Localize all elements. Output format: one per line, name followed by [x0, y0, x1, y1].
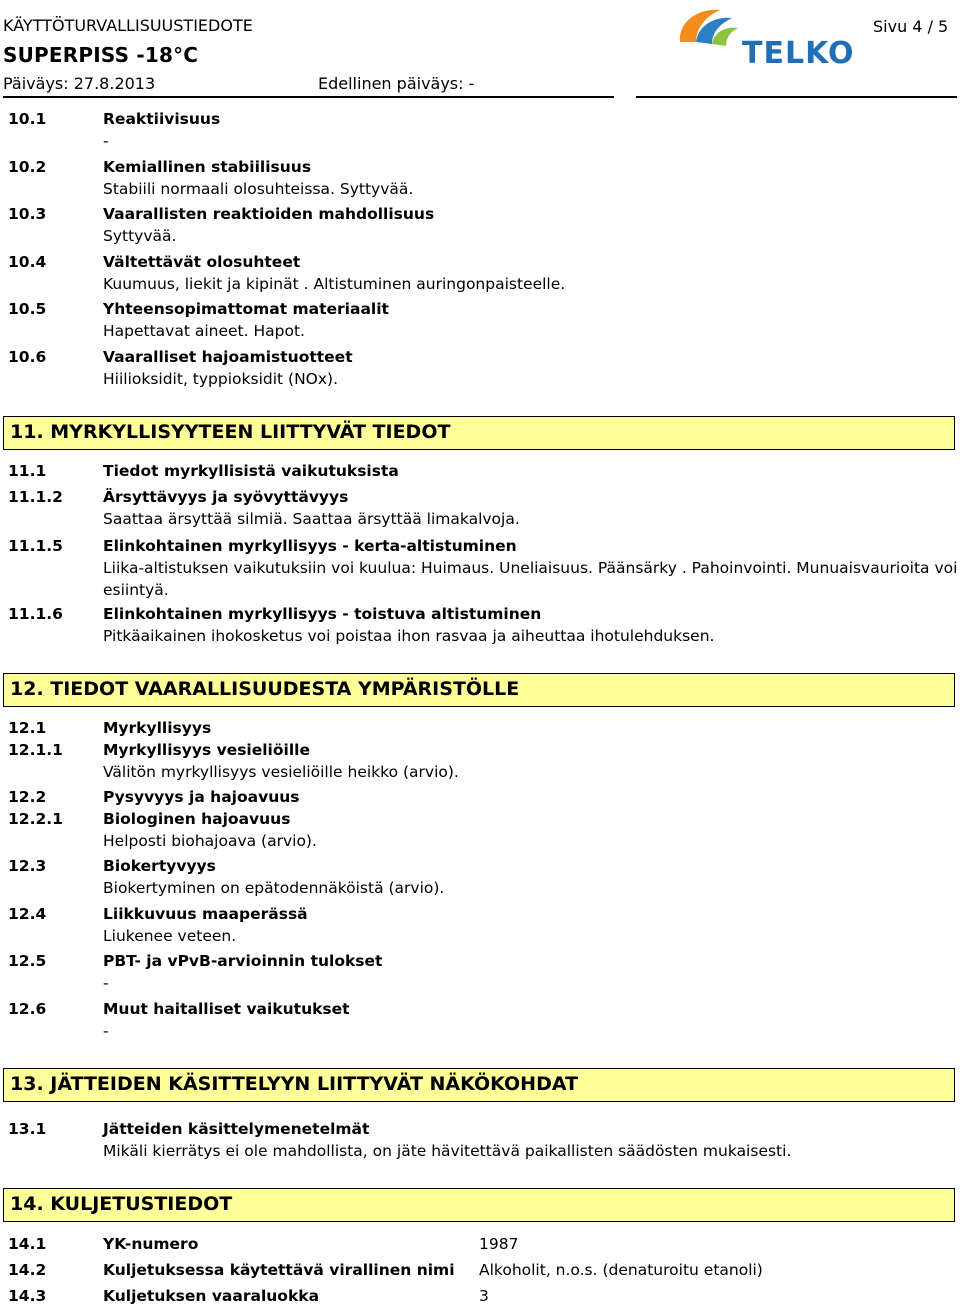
subsection-number: 10.4 [8, 253, 47, 271]
subsection-heading: Kemiallinen stabiilisuus [103, 158, 312, 176]
telko-logo [676, 4, 855, 71]
subsection-heading: Pysyvyys ja hajoavuus [103, 788, 300, 806]
header-divider-left [3, 96, 614, 98]
subsection-number: 12.1.1 [8, 741, 63, 759]
subsection-number: 10.3 [8, 205, 47, 223]
subsection-heading: Yhteensopimattomat materiaalit [103, 300, 389, 318]
subsection-value: 3 [479, 1287, 489, 1305]
subsection-text: Liika-altistuksen vaikutuksiin voi kuulua: Huimaus. Uneliaisuus. Päänsärky . Pahoinvointi. Munuaisvaurioita voi [103, 559, 958, 577]
subsection-text: Stabiili normaali olosuhteissa. Syttyvää. [103, 180, 414, 198]
subsection-number: 12.3 [8, 857, 47, 875]
subsection-number: 12.6 [8, 1000, 47, 1018]
subsection-heading: Vältettävät olosuhteet [103, 253, 301, 271]
subsection-number: 12.5 [8, 952, 47, 970]
subsection-text: Pitkäaikainen ihokosketus voi poistaa ihon rasvaa ja aiheuttaa ihotulehduksen. [103, 627, 715, 645]
subsection-value: 1987 [479, 1235, 519, 1253]
subsection-number: 10.6 [8, 348, 47, 366]
subsection-text: Helposti biohajoava (arvio). [103, 832, 317, 850]
subsection-number: 12.1 [8, 719, 47, 737]
subsection-heading: Kuljetuksessa käytettävä virallinen nimi [103, 1261, 455, 1279]
subsection-number: 13.1 [8, 1120, 47, 1138]
subsection-text: Syttyvää. [103, 227, 177, 245]
subsection-heading: Biokertyvyys [103, 857, 216, 875]
section-13-title: 13. JÄTTEIDEN KÄSITTELYYN LIITTYVÄT NÄKÖKOHDAT [10, 1073, 579, 1095]
subsection-heading: Vaaralliset hajoamistuotteet [103, 348, 353, 366]
subsection-number: 11.1 [8, 462, 47, 480]
logo-text: TELKO [742, 36, 855, 71]
section-12-title: 12. TIEDOT VAARALLISUUDESTA YMPÄRISTÖLLE [10, 678, 520, 700]
subsection-heading: Vaarallisten reaktioiden mahdollisuus [103, 205, 435, 223]
subsection-number: 12.2.1 [8, 810, 63, 828]
subsection-number: 11.1.6 [8, 605, 63, 623]
subsection-heading: Kuljetuksen vaaraluokka [103, 1287, 320, 1305]
subsection-heading: Tiedot myrkyllisistä vaikutuksista [103, 462, 399, 480]
subsection-heading: Elinkohtainen myrkyllisyys - kerta-altistuminen [103, 537, 517, 555]
product-name: SUPERPISS -18°C [3, 43, 199, 67]
previous-date: Edellinen päiväys: - [318, 74, 475, 93]
subsection-heading: YK-numero [103, 1235, 199, 1253]
subsection-number: 10.2 [8, 158, 47, 176]
subsection-number: 14.2 [8, 1261, 47, 1279]
document-date: Päiväys: 27.8.2013 [3, 74, 156, 93]
subsection-heading: Myrkyllisyys [103, 719, 212, 737]
subsection-heading: Liikkuvuus maaperässä [103, 905, 308, 923]
section-12-header [3, 673, 955, 707]
subsection-text: - [103, 974, 109, 992]
subsection-text: Kuumuus, liekit ja kipinät . Altistuminen auringonpaisteelle. [103, 275, 566, 293]
subsection-text: Saattaa ärsyttää silmiä. Saattaa ärsyttää limakalvoja. [103, 510, 520, 528]
subsection-text: Hapettavat aineet. Hapot. [103, 322, 305, 340]
section-14-title: 14. KULJETUSTIEDOT [10, 1193, 233, 1215]
section-14-header [3, 1188, 955, 1222]
subsection-number: 12.4 [8, 905, 47, 923]
subsection-number: 12.2 [8, 788, 47, 806]
section-11-header [3, 416, 955, 450]
subsection-text: Hiilioksidit, typpioksidit (NOx). [103, 370, 339, 388]
subsection-text: Biokertyminen on epätodennäköistä (arvio). [103, 879, 445, 897]
subsection-heading: Elinkohtainen myrkyllisyys - toistuva altistuminen [103, 605, 542, 623]
subsection-text: - [103, 1022, 109, 1040]
section-13-header [3, 1068, 955, 1102]
subsection-text: Mikäli kierrätys ei ole mahdollista, on jäte hävitettävä paikallisten säädösten mukaisesti. [103, 1142, 792, 1160]
subsection-number: 14.1 [8, 1235, 47, 1253]
subsection-heading: Myrkyllisyys vesieliöille [103, 741, 310, 759]
subsection-number: 10.5 [8, 300, 47, 318]
subsection-text: - [103, 132, 109, 150]
subsection-heading: Muut haitalliset vaikutukset [103, 1000, 350, 1018]
page-number: Sivu 4 / 5 [873, 17, 949, 36]
subsection-number: 10.1 [8, 110, 47, 128]
subsection-heading: Biologinen hajoavuus [103, 810, 291, 828]
subsection-number: 11.1.5 [8, 537, 63, 555]
subsection-text: esiintyä. [103, 581, 169, 599]
subsection-number: 14.3 [8, 1287, 47, 1305]
header-divider-right [636, 96, 957, 98]
subsection-number: 11.1.2 [8, 488, 63, 506]
subsection-heading: PBT- ja vPvB-arvioinnin tulokset [103, 952, 383, 970]
subsection-text: Välitön myrkyllisyys vesieliöille heikko (arvio). [103, 763, 459, 781]
subsection-value: Alkoholit, n.o.s. (denaturoitu etanoli) [479, 1261, 763, 1279]
subsection-heading: Jätteiden käsittelymenetelmät [103, 1120, 370, 1138]
subsection-text: Liukenee veteen. [103, 927, 237, 945]
subsection-heading: Reaktiivisuus [103, 110, 221, 128]
section-11-title: 11. MYRKYLLISYYTEEN LIITTYVÄT TIEDOT [10, 421, 451, 443]
subsection-heading: Ärsyttävyys ja syövyttävyys [103, 488, 349, 506]
document-type: KÄYTTÖTURVALLISUUSTIEDOTE [3, 16, 253, 35]
